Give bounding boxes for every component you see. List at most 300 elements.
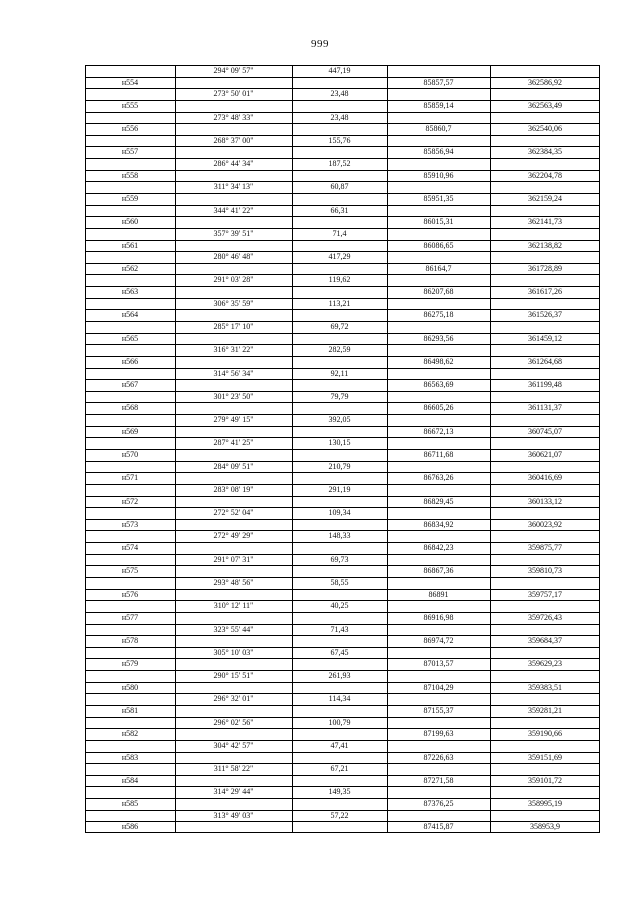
coordinate-x: 87199,63: [423, 729, 454, 739]
coordinate-y: 360621,07: [528, 450, 562, 459]
segment-length: 69,72: [330, 322, 349, 331]
direction-angle: 323° 55' 44": [213, 624, 254, 634]
table-gridline: [85, 484, 600, 485]
point-name: н586: [121, 822, 139, 832]
segment-length: 210,79: [328, 461, 351, 471]
coordinate-y: 361728,89: [528, 263, 562, 273]
point-name: н566: [121, 356, 139, 366]
point-name: н580: [121, 682, 139, 692]
table-gridline: [85, 705, 600, 706]
table-row-point: [85, 612, 600, 624]
coordinate-x: 86086,65: [423, 240, 454, 250]
page-number: 999: [311, 38, 329, 50]
table-gridline: [85, 600, 600, 601]
table-gridline: [85, 65, 86, 833]
direction-angle: 272° 49' 29": [213, 531, 254, 541]
table-gridline: [85, 507, 600, 508]
table-gridline: [490, 65, 491, 833]
coordinate-x: 86015,31: [423, 217, 454, 227]
table-row-point: [85, 356, 600, 368]
direction-angle: 280° 46' 48": [213, 252, 254, 262]
table-gridline: [85, 391, 600, 392]
coordinate-y: 359383,51: [528, 682, 562, 692]
coordinate-x: 86498,62: [423, 356, 454, 366]
table-gridline: [85, 251, 600, 252]
coordinate-y: 358953,9: [530, 822, 560, 832]
table-row-point: [85, 728, 600, 740]
coordinate-x: 87013,57: [423, 659, 454, 669]
coordinate-y: 362384,35: [528, 147, 562, 157]
table-gridline: [85, 426, 600, 427]
direction-angle: 286° 44' 34": [213, 159, 254, 169]
table-row-point: [85, 170, 600, 182]
table-row-point: [85, 77, 600, 89]
segment-length: 100,79: [328, 717, 351, 727]
table-row-segment: [85, 670, 600, 682]
table-gridline: [85, 321, 600, 322]
table-gridline: [85, 496, 600, 497]
direction-angle: 285° 17' 10": [213, 322, 254, 331]
segment-length: 119,62: [328, 275, 351, 285]
point-name: н585: [121, 799, 139, 809]
direction-angle: 314° 56' 34": [213, 368, 254, 378]
table-gridline: [85, 670, 600, 671]
table-gridline: [85, 77, 600, 78]
direction-angle: 296° 32' 01": [213, 694, 254, 704]
point-name: н581: [121, 706, 139, 715]
table-row-point: [85, 658, 600, 670]
direction-angle: 316° 31' 22": [213, 345, 254, 355]
table-gridline: [85, 205, 600, 206]
table-gridline: [85, 170, 600, 171]
table-row-point: [85, 193, 600, 205]
coordinate-x: 85910,96: [423, 170, 454, 180]
segment-length: 69,73: [330, 554, 349, 564]
direction-angle: 296° 02' 56": [213, 717, 254, 727]
table-gridline: [292, 65, 293, 833]
table-gridline: [85, 740, 600, 741]
table-gridline: [85, 228, 600, 229]
coordinate-y: 362204,78: [528, 170, 562, 180]
coordinate-y: 361131,37: [528, 403, 562, 413]
table-row-segment: [85, 461, 600, 473]
direction-angle: 284° 09' 51": [213, 461, 254, 471]
table-gridline: [85, 577, 600, 578]
table-row-segment: [85, 507, 600, 519]
direction-angle: 311° 58' 22": [213, 764, 254, 774]
segment-length: 148,33: [328, 531, 351, 541]
direction-angle: 305° 10' 03": [213, 647, 254, 657]
table-row-segment: [85, 740, 600, 752]
point-name: н558: [121, 170, 139, 180]
table-gridline: [85, 728, 600, 729]
point-name: н554: [121, 77, 139, 87]
coordinate-x: 86293,56: [423, 333, 454, 343]
coordinate-y: 360023,92: [528, 519, 562, 529]
direction-angle: 301° 23' 50": [213, 391, 254, 401]
segment-length: 187,52: [328, 159, 351, 169]
segment-length: 114,34: [328, 694, 351, 704]
table-gridline: [85, 333, 600, 334]
segment-length: 57,22: [330, 810, 349, 820]
table-row-point: [85, 240, 600, 252]
table-row-point: [85, 472, 600, 484]
table-gridline: [85, 810, 600, 811]
segment-length: 291,19: [328, 484, 351, 494]
table-row-point: [85, 705, 600, 717]
coordinate-x: 86605,26: [423, 403, 454, 413]
direction-angle: 311° 34' 13": [213, 182, 254, 192]
coordinate-x: 86834,92: [423, 519, 454, 529]
direction-angle: 268° 37' 00": [213, 135, 254, 145]
table-row-point: [85, 100, 600, 112]
table-row-point: [85, 519, 600, 531]
table-row-segment: [85, 205, 600, 217]
point-name: н565: [121, 333, 139, 343]
direction-angle: 287° 41' 25": [213, 438, 254, 448]
direction-angle: 272° 52' 04": [213, 508, 254, 518]
table-gridline: [85, 112, 600, 113]
coordinate-y: 362540,06: [528, 124, 562, 134]
point-name: н559: [121, 194, 139, 203]
segment-length: 155,76: [328, 135, 351, 145]
segment-length: 130,15: [328, 438, 351, 448]
coordinate-x: 85951,35: [423, 194, 454, 203]
point-name: н557: [121, 147, 139, 157]
segment-length: 71,43: [330, 624, 349, 634]
table-row-point: [85, 402, 600, 414]
table-gridline: [85, 216, 600, 217]
table-gridline: [85, 181, 600, 182]
coordinate-x: 86164,7: [425, 263, 452, 273]
table-row-segment: [85, 554, 600, 566]
table-gridline: [85, 274, 600, 275]
coordinate-x: 87104,29: [423, 682, 454, 692]
coordinate-y: 359810,73: [528, 566, 562, 576]
table-row-point: [85, 682, 600, 694]
table-gridline: [85, 763, 600, 764]
point-name: н571: [121, 473, 139, 483]
table-row-point: [85, 123, 600, 135]
coordinate-y: 359629,23: [528, 659, 562, 669]
coordinate-x: 86829,45: [423, 496, 454, 506]
table-row-point: [85, 379, 600, 391]
segment-length: 392,05: [328, 415, 351, 425]
table-row-segment: [85, 810, 600, 822]
coordinate-x: 87415,87: [423, 822, 454, 832]
table-row-point: [85, 449, 600, 461]
table-gridline: [85, 298, 600, 299]
table-gridline: [85, 379, 600, 380]
coordinate-y: 359281,21: [528, 706, 562, 715]
table-row-segment: [85, 112, 600, 124]
point-name: н577: [121, 612, 139, 622]
table-row-segment: [85, 228, 600, 240]
table-gridline: [85, 146, 600, 147]
table-gridline: [387, 65, 388, 833]
direction-angle: 283° 08' 19": [213, 484, 254, 494]
coordinate-y: 361617,26: [528, 287, 562, 297]
direction-angle: 313° 49' 03": [213, 810, 254, 820]
coordinate-x: 87155,37: [423, 706, 454, 715]
table-gridline: [85, 158, 600, 159]
table-row-segment: [85, 391, 600, 403]
table-gridline: [85, 123, 600, 124]
coordinate-y: 359684,37: [528, 636, 562, 646]
coordinate-y: 359757,17: [528, 589, 562, 599]
table-row-segment: [85, 274, 600, 286]
coordinate-y: 361526,37: [528, 310, 562, 320]
coordinate-y: 358995,19: [528, 799, 562, 809]
direction-angle: 273° 48' 33": [213, 112, 254, 122]
table-gridline: [85, 752, 600, 753]
table-row-segment: [85, 321, 600, 333]
coordinate-x: 85859,14: [423, 100, 454, 110]
coordinate-x: 86711,68: [423, 450, 454, 459]
segment-length: 71,4: [332, 228, 347, 238]
table-gridline: [85, 554, 600, 555]
table-row-segment: [85, 577, 600, 589]
table-row-point: [85, 496, 600, 508]
coordinate-y: 359190,66: [528, 729, 562, 739]
coordinate-y: 359726,43: [528, 612, 562, 622]
coordinate-x: 87376,25: [423, 799, 454, 809]
table-row-point: [85, 565, 600, 577]
table-gridline: [85, 519, 600, 520]
table-row-point: [85, 333, 600, 345]
table-gridline: [85, 414, 600, 415]
point-name: н567: [121, 380, 139, 390]
coordinate-x: 87226,63: [423, 752, 454, 762]
table-gridline: [85, 309, 600, 310]
table-gridline: [85, 589, 600, 590]
table-row-point: [85, 635, 600, 647]
table-row-segment: [85, 693, 600, 705]
table-gridline: [85, 402, 600, 403]
coordinate-y: 361199,48: [528, 380, 562, 390]
table-row-segment: [85, 88, 600, 100]
table-row-point: [85, 589, 600, 601]
table-row-point: [85, 775, 600, 787]
segment-length: 23,48: [330, 112, 349, 122]
table-gridline: [85, 798, 600, 799]
direction-angle: 314° 29' 44": [213, 787, 254, 797]
point-name: н576: [121, 589, 139, 599]
table-gridline: [85, 100, 600, 101]
table-gridline: [85, 356, 600, 357]
point-name: н556: [121, 124, 139, 134]
point-name: н575: [121, 566, 139, 576]
segment-length: 66,31: [330, 205, 349, 215]
table-gridline: [85, 624, 600, 625]
table-gridline: [85, 449, 600, 450]
direction-angle: 291° 07' 31": [213, 554, 254, 564]
point-name: н563: [121, 287, 139, 297]
table-row-segment: [85, 786, 600, 798]
table-gridline: [85, 693, 600, 694]
table-gridline: [85, 286, 600, 287]
table-gridline: [85, 240, 600, 241]
segment-length: 67,21: [330, 764, 349, 774]
segment-length: 92,11: [330, 368, 349, 378]
point-name: н561: [121, 240, 139, 250]
coordinate-y: 360133,12: [528, 496, 562, 506]
table-row-point: [85, 309, 600, 321]
coordinate-x: 86207,68: [423, 287, 454, 297]
segment-length: 60,87: [330, 182, 349, 192]
table-row-point: [85, 216, 600, 228]
table-gridline: [85, 635, 600, 636]
segment-length: 447,19: [328, 66, 351, 75]
direction-angle: 290° 15' 51": [213, 671, 254, 681]
table-row-segment: [85, 65, 600, 77]
segment-length: 47,41: [330, 740, 349, 750]
table-row-segment: [85, 158, 600, 170]
coordinate-y: 361459,12: [528, 333, 562, 343]
segment-length: 113,21: [328, 298, 351, 308]
table-gridline: [85, 682, 600, 683]
direction-angle: 279° 49' 15": [213, 415, 254, 425]
table-gridline: [85, 135, 600, 136]
table-row-point: [85, 146, 600, 158]
table-gridline: [85, 461, 600, 462]
point-name: н569: [121, 426, 139, 436]
coordinate-y: 360416,69: [528, 473, 562, 483]
segment-length: 417,29: [328, 252, 351, 262]
point-name: н574: [121, 543, 139, 553]
table-gridline: [85, 65, 600, 66]
direction-angle: 294° 09' 57": [213, 66, 254, 75]
segment-length: 282,59: [328, 345, 351, 355]
coordinate-x: 86974,72: [423, 636, 454, 646]
segment-length: 40,25: [330, 601, 349, 611]
coordinate-x: 87271,58: [423, 775, 454, 785]
table-gridline: [175, 65, 176, 833]
table-gridline: [85, 612, 600, 613]
coordinate-x: 85857,57: [423, 77, 454, 87]
table-gridline: [85, 821, 600, 822]
table-row-segment: [85, 600, 600, 612]
table-gridline: [85, 647, 600, 648]
point-name: н570: [121, 450, 139, 459]
table-row-segment: [85, 414, 600, 426]
table-row-segment: [85, 763, 600, 775]
table-gridline: [85, 832, 600, 833]
coordinate-y: 360745,07: [528, 426, 562, 436]
coordinate-y: 362141,73: [528, 217, 562, 227]
point-name: н560: [121, 217, 139, 227]
table-row-point: [85, 542, 600, 554]
direction-angle: 304° 42' 57": [213, 740, 254, 750]
direction-angle: 344° 41' 22": [213, 205, 254, 215]
point-name: н584: [121, 775, 139, 785]
coordinate-y: 359875,77: [528, 543, 562, 553]
coordinate-y: 362563,49: [528, 100, 562, 110]
coordinate-y: 362138,82: [528, 240, 562, 250]
point-name: н578: [121, 636, 139, 646]
point-name: н562: [121, 263, 139, 273]
table-row-segment: [85, 298, 600, 310]
table-row-segment: [85, 135, 600, 147]
table-row-segment: [85, 368, 600, 380]
direction-angle: 273° 50' 01": [213, 89, 254, 99]
table-row-point: [85, 286, 600, 298]
coordinate-x: 86275,18: [423, 310, 454, 320]
table-row-point: [85, 263, 600, 275]
point-name: н573: [121, 519, 139, 529]
segment-length: 58,55: [330, 578, 349, 587]
coordinate-y: 361264,68: [528, 356, 562, 366]
table-gridline: [85, 344, 600, 345]
direction-angle: 306° 35' 59": [213, 298, 254, 308]
point-name: н579: [121, 659, 139, 669]
table-gridline: [85, 658, 600, 659]
table-row-segment: [85, 437, 600, 449]
coordinate-x: 86867,36: [423, 566, 454, 576]
direction-angle: 291° 03' 28": [213, 275, 254, 285]
point-name: н568: [121, 403, 139, 413]
table-gridline: [85, 88, 600, 89]
segment-length: 79,79: [330, 391, 349, 401]
coordinate-y: 362586,92: [528, 77, 562, 87]
table-row-segment: [85, 624, 600, 636]
table-gridline: [599, 65, 600, 833]
table-row-segment: [85, 251, 600, 263]
segment-length: 23,48: [330, 89, 349, 99]
table-gridline: [85, 193, 600, 194]
point-name: н572: [121, 496, 139, 506]
coordinate-x: 85860,7: [425, 124, 452, 134]
coordinate-x: 86563,69: [423, 380, 454, 390]
segment-length: 67,45: [330, 647, 349, 657]
table-row-segment: [85, 717, 600, 729]
point-name: н582: [121, 729, 139, 739]
direction-angle: 310° 12' 11": [213, 601, 254, 611]
segment-length: 261,93: [328, 671, 351, 681]
coordinate-x: 86916,98: [423, 612, 454, 622]
table-gridline: [85, 263, 600, 264]
table-row-segment: [85, 344, 600, 356]
table-gridline: [85, 786, 600, 787]
table-gridline: [85, 530, 600, 531]
table-gridline: [85, 472, 600, 473]
table-row-point: [85, 426, 600, 438]
coordinate-x: 85856,94: [423, 147, 454, 157]
coordinate-y: 362159,24: [528, 194, 562, 203]
table-gridline: [85, 565, 600, 566]
table-row-point: [85, 798, 600, 810]
table-gridline: [85, 717, 600, 718]
coordinate-y: 359151,69: [528, 752, 562, 762]
coordinate-x: 86672,13: [423, 426, 454, 436]
direction-angle: 293° 48' 56": [213, 578, 254, 587]
point-name: н583: [121, 752, 139, 762]
point-name: н555: [121, 100, 139, 110]
coordinates-table: [85, 65, 600, 833]
table-row-segment: [85, 530, 600, 542]
direction-angle: 357° 39' 51": [213, 228, 254, 238]
coordinate-x: 86763,26: [423, 473, 454, 483]
coordinate-x: 86842,23: [423, 543, 454, 553]
segment-length: 109,34: [328, 508, 351, 518]
segment-length: 149,35: [328, 787, 351, 797]
coordinate-x: 86891: [428, 589, 449, 599]
table-row-point: [85, 752, 600, 764]
table-row-segment: [85, 181, 600, 193]
table-gridline: [85, 775, 600, 776]
table-row-segment: [85, 484, 600, 496]
table-gridline: [85, 368, 600, 369]
